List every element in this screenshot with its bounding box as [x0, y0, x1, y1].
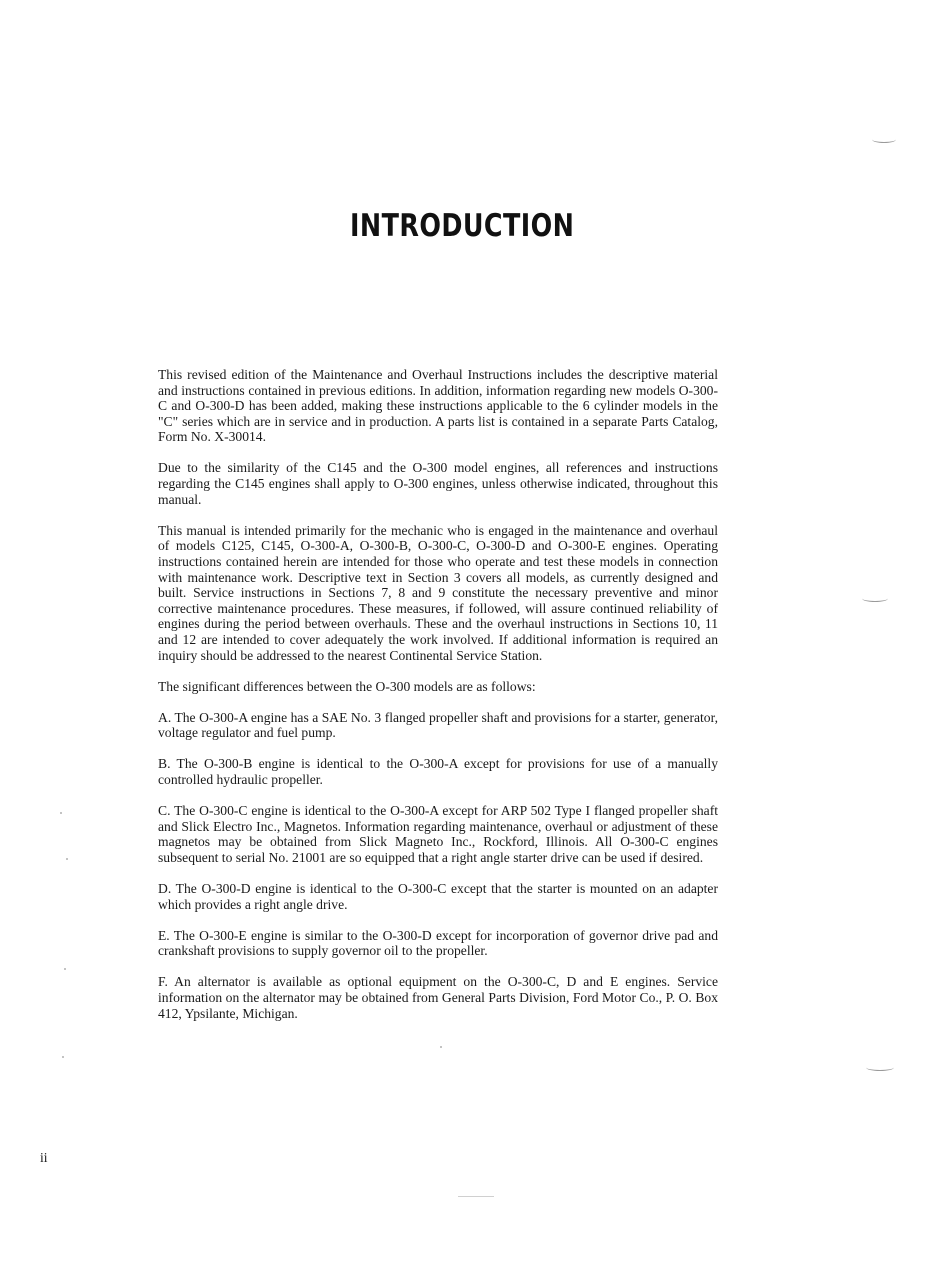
page-number: ii [40, 1150, 48, 1165]
paragraph-model-b: B. The O-300-B engine is identical to the O-300-A except for provisions for use of a manually controlled hydraulic propeller. [158, 756, 718, 787]
paragraph-model-c: C. The O-300-C engine is identical to the O-300-A except for ARP 502 Type I flanged propeller shaft and Slick Electro Inc., Magnetos. Information regarding maintenance, overhaul or adjustment of these magnetos may be obtained from Slick Magneto Inc., Rockford, Illinois. All O-300-C engines subsequent to serial No. 21001 are so equipped that a right angle starter drive can be used if desired. [158, 803, 718, 865]
page-title: INTRODUCTION [350, 208, 575, 244]
paragraph-model-d: D. The O-300-D engine is identical to the O-300-C except that the starter is mounted on an adapter which provides a right angle drive. [158, 880, 718, 912]
scan-dot [66, 858, 68, 860]
scan-mark-bottom [866, 1064, 894, 1071]
scan-mark-top [872, 136, 896, 143]
paragraph-model-a: A. The O-300-A engine has a SAE No. 3 flanged propeller shaft and provisions for a starter, generator, voltage regulator and fuel pump. [158, 709, 718, 741]
paragraph-similarity: Due to the similarity of the C145 and the O-300 model engines, all references and instructions regarding the C145 engines shall apply to O-300 engines, unless otherwise indicated, throughout this manual. [158, 460, 718, 507]
scan-mark-middle [862, 595, 888, 602]
scan-dot [60, 812, 62, 814]
scan-dot [440, 1046, 442, 1048]
paragraph-alternator: F. An alternator is available as optional equipment on the O-300-C, D and E engines. Service information on the alternator may be obtained from General Parts Division, Ford Motor Co., P. O. Box 412, Ypsilante, Michigan. [158, 974, 718, 1021]
paragraph-intro: This revised edition of the Maintenance and Overhaul Instructions includes the descriptive material and instructions contained in previous editions. In addition, information regarding new models O-300-C and O-300-D has been added, making these instructions applicable to the 6 cylinder models in the "C" series which are in service and in production. A parts list is contained in a separate Parts Catalog, Form No. X-30014. [158, 367, 718, 445]
paragraph-model-e: E. The O-300-E engine is similar to the O-300-D except for incorporation of governor drive pad and crankshaft provisions to supply governor oil to the propeller. [158, 927, 718, 959]
body-text [158, 367, 718, 1037]
scan-dot [64, 968, 66, 970]
paragraph-audience: This manual is intended primarily for the mechanic who is engaged in the maintenance and overhaul of models C125, C145, O-300-A, O-300-B, O-300-C, O-300-D and O-300-E engines. Operating instructions contained herein are intended for those who operate and test these models in connection with maintenance work. Descriptive text in Section 3 covers all models, as currently designed and built. Service instructions in Sections 7, 8 and 9 constitute the necessary preventive and minor corrective maintenance procedures. These measures, if followed, will assure continued reliability of engines during the period between overhauls. These and the overhaul instructions in Sections 10, 11 and 12 are intended to cover adequately the work involved. If additional information is required an inquiry should be addressed to the nearest Continental Service Station. [158, 522, 718, 663]
scan-line-bottom [458, 1196, 494, 1197]
scan-dot [62, 1056, 64, 1058]
paragraph-differences-lead: The significant differences between the O-300 models are as follows: [158, 678, 536, 694]
